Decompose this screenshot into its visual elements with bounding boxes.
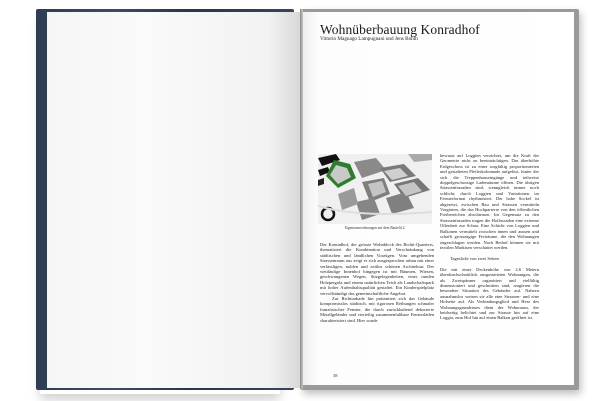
article-title: Wohnüberbauung Konradhof bbox=[320, 22, 480, 37]
text-column-2 bbox=[440, 153, 539, 321]
site-plan-map bbox=[318, 154, 432, 224]
section-subheading: Tageslicht von zwei Seiten bbox=[450, 256, 499, 262]
text-column-1 bbox=[320, 242, 434, 323]
paragraph: bewusst auf Loggien verzichtet, um die Kraft der Geometrie nicht zu beeinträchtigen. Das überhöhte Erdgeschoss ist zu einer sorgfältig proportionierten und gestalteten Pfeilerkolonnade aufgelöst, hinter der sich die Treppenhauseingänge und teilweise doppelgeschossige Ladenräume öffnen. Die übrigen Strassenfassaden sind, wenngleich immer noch schlicht, durch Loggien und Variationen im Fensterformat rhythmisiert. Der hohe Sockel ist abgesetzt, zwischen Bau und Strassen vermitteln Vorgärten, die das Hochparterre von den öffentlichen Freibereichen abschirmen. Im Gegensatz zu den Strassenfassaden tragen die Hoffassaden eine extreme Offenheit zur Schau. Eine Schicht von Loggien und Balkonen vermittelt zwischen innen und aussen und schafft grosszügige Freiräume, die den Wohnungen zugeschlagen werden. Nach Bedarf können sie mit textilen Markisen verschattet werden. bbox=[440, 153, 539, 250]
paragraph: Die mit einer Deckenhöhe von 2,6 Metern überdurchschnittlich ausgestatteten Wohnungen, die als Zweispänner organisiert und vielfältig dimensioniert und geschnitten sind, reagieren die besondere Situation des Gebäudes auf. Nahezu ausnahmslos weisen sie alle eine Strassen- und eine Hofseite auf. Als Verbindungsglied und Herz des Wohnungsgrundrisses dient der Wohnraum, der beidseitig belichtet und zur Strasse hin auf eine Loggia, zum Hof hin auf einen Balkon geöffnet ist. bbox=[440, 266, 539, 321]
page-number: 38 bbox=[333, 373, 338, 378]
figure-caption: Eigentumswohnungen auf dem Baufeld 2. bbox=[344, 226, 406, 230]
book-gutter bbox=[300, 9, 303, 389]
site-plan-figure bbox=[318, 154, 432, 224]
paragraph: Zur Richtiarkade hin präsentiert sich das Gebäude kompromisslos städtisch, mit rigorosen Reihungen schmaler französischer Fenster, die durch zurückhaltend dekorierte Metallgeländer und vierteilig zusammenfaltbare Fensterläden charakterisiert sind. Hier wurde bbox=[320, 296, 434, 323]
paragraph: Der Konradhof, der grösste Wohnblock des Richti-Quartiers, thematisiert die Kombination und Verschränkung von städtischen und ländlichen Vorzügen. Vom umgebenden Strassenraum aus zeigt er sich ausgesprochen urban mit einer verlässligen, noblen und zeitlos schönen Architektur. Der weitläufige Innenhof hingegen ist mit Bäumen, Wiesen, geschwungenen Wegen, Sitzgelegenheiten, einer runden Holzpergola und einem natürlichen Teich als Landschaftspark mit hoher Aufenthaltsqualität gestaltet. Ein Kinderspielplatz vervollständigt das gemeinschaftliche Angebot. bbox=[320, 242, 434, 296]
article-authors: Vittorio Magnago Lampugnani und Jens Bohm bbox=[320, 36, 418, 42]
left-page-blank bbox=[47, 12, 300, 388]
